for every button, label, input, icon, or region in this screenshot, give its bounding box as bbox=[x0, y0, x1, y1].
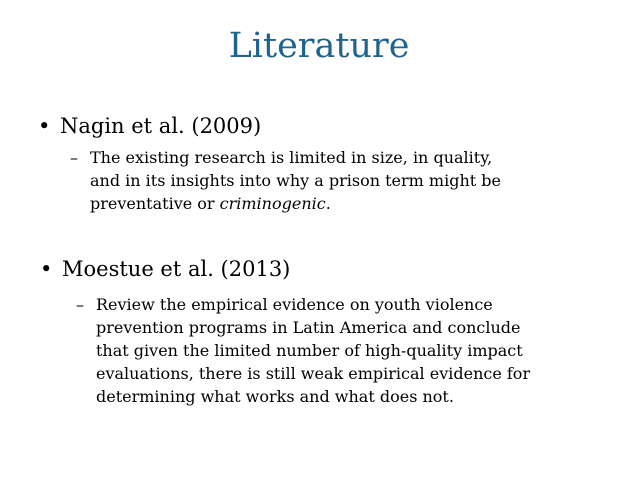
text-run: . bbox=[325, 194, 331, 213]
sub-bullet-marker: – bbox=[70, 148, 78, 167]
sub-bullet-marker: – bbox=[76, 295, 84, 314]
bullet-heading: Moestue et al. (2013) bbox=[62, 257, 291, 281]
text-line: prevention programs in Latin America and conclude bbox=[96, 318, 521, 337]
text-line bbox=[90, 192, 501, 215]
text-line: Review the empirical evidence on youth violence bbox=[96, 295, 493, 314]
italic-term: criminogenic bbox=[219, 194, 326, 213]
sub-bullet bbox=[76, 293, 616, 418]
sub-bullet-text bbox=[90, 146, 501, 215]
slide-title: Literature bbox=[228, 26, 410, 66]
bullet-item bbox=[38, 112, 261, 140]
text-line: evaluations, there is still weak empirical evidence for bbox=[96, 364, 531, 383]
text-line: The existing research is limited in size, in quality, bbox=[90, 148, 493, 167]
bullet-heading: Nagin et al. (2009) bbox=[60, 114, 262, 138]
text-line: determining what works and what does not. bbox=[96, 387, 454, 406]
sub-bullet bbox=[70, 146, 590, 221]
text-line: that given the limited number of high-quality impact bbox=[96, 341, 523, 360]
text-line: and in its insights into why a prison term might be bbox=[90, 171, 501, 190]
text-run: preventative or bbox=[90, 194, 220, 213]
sub-bullet-text bbox=[96, 293, 530, 408]
bullet-item bbox=[40, 255, 290, 283]
bullet-marker: • bbox=[38, 114, 51, 138]
bullet-marker: • bbox=[40, 257, 53, 281]
